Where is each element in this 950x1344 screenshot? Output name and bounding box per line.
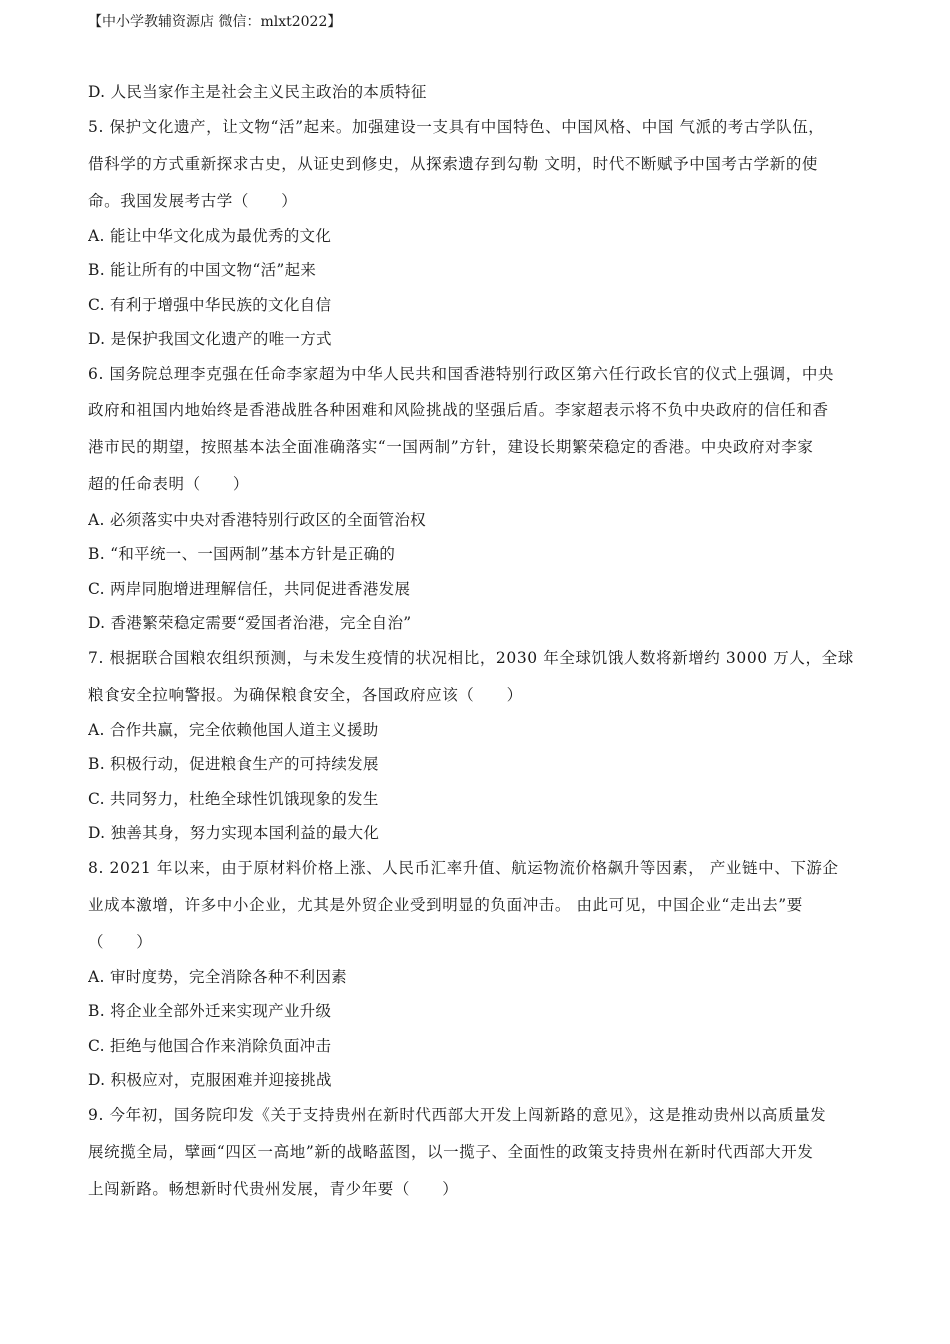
option-6a: A. 必须落实中央对香港特别行政区的全面管治权	[88, 511, 426, 529]
question-9-line-1: 9. 今年初，国务院印发《关于支持贵州在新时代西部大开发上闯新路的意见》，这是推动贵州以高质量发	[88, 1106, 827, 1124]
question-6-line-3: 港市民的期望，按照基本法全面准确落实“一国两制”方针，建设长期繁荣稳定的香港。中央政府对李家	[88, 438, 814, 456]
option-5b: B. 能让所有的中国文物“活”起来	[88, 261, 317, 279]
option-7c: C. 共同努力，杜绝全球性饥饿现象的发生	[88, 790, 379, 808]
option-6c: C. 两岸同胞增进理解信任，共同促进香港发展	[88, 580, 411, 598]
option-7a: A. 合作共赢，完全依赖他国人道主义援助	[88, 721, 379, 739]
option-5d: D. 是保护我国文化遗产的唯一方式	[88, 330, 332, 348]
question-5-line-1: 5. 保护文化遗产，让文物“活”起来。加强建设一支具有中国特色、中国风格、中国 气派的考古学队伍，	[88, 118, 825, 136]
option-8b: B. 将企业全部外迁来实现产业升级	[88, 1002, 332, 1020]
option-7b: B. 积极行动，促进粮食生产的可持续发展	[88, 755, 379, 773]
question-9-line-3: 上闯新路。畅想新时代贵州发展，青少年要（ ）	[88, 1180, 459, 1198]
question-7-line-1: 7. 根据联合国粮农组织预测，与未发生疫情的状况相比，2030 年全球饥饿人数将新增约 3000 万人，全球	[88, 649, 854, 667]
question-6-line-1: 6. 国务院总理李克强在任命李家超为中华人民共和国香港特别行政区第六任行政长官的仪式上强调，中央	[88, 365, 835, 383]
question-9-line-2: 展统揽全局，擘画“四区一高地”新的战略蓝图，以一揽子、全面性的政策支持贵州在新时代西部大开发	[88, 1143, 814, 1161]
option-5a: A. 能让中华文化成为最优秀的文化	[88, 227, 332, 245]
question-8-line-3: （ ）	[88, 933, 153, 951]
page-header: 【中小学教辅资源店 微信：mlxt2022】	[88, 14, 342, 30]
question-6-line-4: 超的任命表明（ ）	[88, 475, 250, 493]
question-5-line-3: 命。我国发展考古学（ ）	[88, 192, 298, 210]
question-5-line-2: 借科学的方式重新探求古史，从证史到修史，从探索遗存到勾勒 文明，时代不断赋予中国考古学新的使	[88, 155, 819, 173]
option-6d: D. 香港繁荣稳定需要“爱国者治港，完全自治”	[88, 614, 412, 632]
option-5c: C. 有利于增强中华民族的文化自信	[88, 296, 332, 314]
option-4d: D. 人民当家作主是社会主义民主政治的本质特征	[88, 83, 427, 101]
option-6b: B. “和平统一、一国两制”基本方针是正确的	[88, 545, 396, 563]
option-8c: C. 拒绝与他国合作来消除负面冲击	[88, 1037, 332, 1055]
option-8d: D. 积极应对，克服困难并迎接挑战	[88, 1071, 332, 1089]
option-7d: D. 独善其身，努力实现本国利益的最大化	[88, 824, 380, 842]
option-8a: A. 审时度势，完全消除各种不利因素	[88, 968, 347, 986]
question-6-line-2: 政府和祖国内地始终是香港战胜各种困难和风险挑战的坚强后盾。李家超表示将不负中央政府的信任和香	[88, 401, 829, 419]
question-8-line-2: 业成本激增，许多中小企业，尤其是外贸企业受到明显的负面冲击。 由此可见，中国企业“走出去”要	[88, 896, 803, 914]
question-8-line-1: 8. 2021 年以来，由于原材料价格上涨、人民币汇率升值、航运物流价格飙升等因素， 产业链中、下游企	[88, 859, 839, 877]
question-7-line-2: 粮食安全拉响警报。为确保粮食安全，各国政府应该（ ）	[88, 686, 523, 704]
